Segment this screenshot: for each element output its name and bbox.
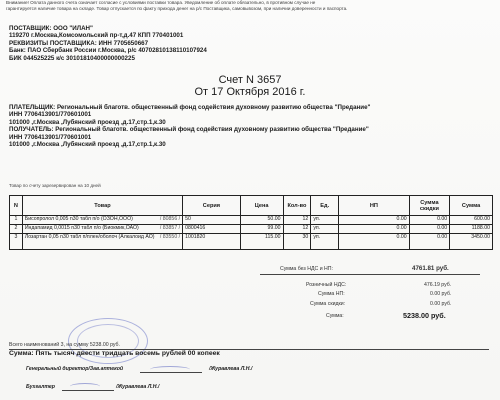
payment-notice-line-1: Внимание! Оплата данного счета означает согласие с условиями поставки товара. Уведомление об оплате обязательно, в противном случае не [6,0,316,5]
cell-series: 50 [183,216,241,225]
parties-block [9,104,370,148]
accountant-label: Бухгалтер [26,384,55,390]
cell-qty: 30 [283,234,311,250]
cell-sum: 3450.00 [450,234,493,250]
col-header-unit: Ед. [311,196,339,216]
accountant-signature-line [62,390,114,391]
discount-value: 0.00 руб. [430,301,452,307]
reserve-note: Товар по счету зарезервирован на 10 дней [9,183,101,188]
cell-qty: 12 [283,225,311,234]
col-header-np: НП [339,196,410,216]
cell-series: 1001820 [183,234,241,250]
cell-qty: 12 [283,216,311,225]
cell-discount: 0.00 [409,225,450,234]
director-label: Генеральный директор/Зав.аптекой [26,366,124,372]
cell-item-name: Лозартан 0,05 n30 табл п/плен/оболоч (Алкалоид АО) [24,234,155,240]
cell-item-name: Индапамид 0,0015 n30 табл п/о (Биокмик,ОАО) [24,225,139,231]
cell-item-code: / 80856 / [159,216,181,222]
discount-label: Сумма скидки: [310,301,346,307]
cell-item [22,216,182,225]
supplier-name: ПОСТАВЩИК: ООО "ИЛАН" [9,25,93,32]
cell-item-code: / 83550 / [159,234,181,240]
col-header-n: N [10,196,23,216]
director-signature [150,366,190,373]
cell-price: 115.00 [240,234,283,250]
invoice-date: От 17 Октября 2016 г. [194,86,306,98]
cell-n: 1 [10,216,23,225]
sum-in-words: Сумма: Пять тысяч двести тридцать восемь рублей 00 копеек [9,350,220,357]
items-table [9,195,493,250]
vat-label: Розничный НДС: [306,282,347,288]
cell-np: 0.00 [339,234,410,250]
company-stamp [68,318,148,364]
vat-value: 476.19 руб. [424,282,452,288]
payment-notice-line-2: гарантируется наличие товара на складе. Товар отпускается по факту прихода денег на р/с Поставщика, самовывозом, при наличии доверенности и паспорта. [6,5,348,11]
recipient-address: 101000 ,г.Москва ,Лубянский проезд ,д.17,стр.1,к.30 [9,141,166,149]
col-header-series: Серия [183,196,241,216]
col-header-item: Товар [22,196,182,216]
invoice-number: Счет N 3657 [218,74,282,86]
payer-label: ПЛАТЕЛЬЩИК: Региональный благотв. общественный фонд содействия духовному развитию общества "Предание" [9,104,371,111]
sum-label: Сумма: [326,313,344,319]
totals-divider [260,274,480,275]
cell-item-code: / 83857 / [159,225,181,231]
col-header-price: Цена [240,196,283,216]
col-header-sum: Сумма [450,196,493,216]
cell-discount: 0.00 [409,216,450,225]
cell-n: 2 [10,225,23,234]
supplier-block [9,25,207,62]
table-row [10,234,493,250]
cell-item [22,225,182,234]
cell-unit: уп. [311,225,339,234]
sum-value: 5238.00 руб. [403,311,446,320]
supplier-bik: БИК 044525225 к/с 30101810400000000225 [9,54,135,62]
supplier-address: 119270 г.Москва,Комсомольский пр-т,д.47 КПП 770401001 [9,32,184,40]
cell-item-name: Бисопролол 0,005 n30 табл п/о (ОЗОН,ООО) [24,216,133,222]
table-header-row [10,196,493,216]
col-header-qty: Кол-во [283,196,311,216]
col-header-discount: Сумма скидки [409,196,450,216]
supplier-bank: Банк: ПАО Сбербанк России г.Москва, р/с 40702810138110107924 [9,47,207,55]
items-count-line: Всего наименований 3, на сумму 5238.00 руб. [9,342,120,348]
payer-inn: ИНН 7706413901/770601001 [9,111,92,119]
payer-address: 101000 ,г.Москва ,Лубянский проезд ,д.17,стр.1,к.30 [9,118,166,126]
total-without-vat-row [280,266,333,272]
total-without-vat-value: 4761.81 руб. [412,265,449,272]
accountant-name: /Журавлева Л.Н./ [116,384,160,390]
accountant-signature [70,383,100,390]
cell-np: 0.00 [339,225,410,234]
total-without-vat-label: Сумма без НДС и НП: [280,266,333,272]
payment-notice [6,0,496,11]
cell-series: 0800416 [183,225,241,234]
cell-discount: 0.00 [409,234,450,250]
supplier-details: РЕКВИЗИТЫ ПОСТАВЩИКА: ИНН 7705650667 [9,39,149,47]
np-label: Сумма НП: [318,291,345,297]
cell-price: 50.00 [240,216,283,225]
cell-unit: уп. [311,216,339,225]
cell-price: 99.00 [240,225,283,234]
director-name: /Журавлева Л.Н./ [209,366,253,372]
cell-sum: 1188.00 [450,225,493,234]
cell-unit: уп. [311,234,339,250]
table-row [10,225,493,234]
cell-n: 3 [10,234,23,250]
cell-np: 0.00 [339,216,410,225]
cell-item [22,234,182,250]
table-row [10,216,493,225]
cell-sum: 600.00 [450,216,493,225]
recipient-inn: ИНН 7706413901/770601001 [9,133,92,141]
recipient-label: ПОЛУЧАТЕЛЬ: Региональный благотв. общественный фонд содействия духовному развитию общества "Предание" [9,126,369,134]
np-value: 0.00 руб. [430,291,452,297]
